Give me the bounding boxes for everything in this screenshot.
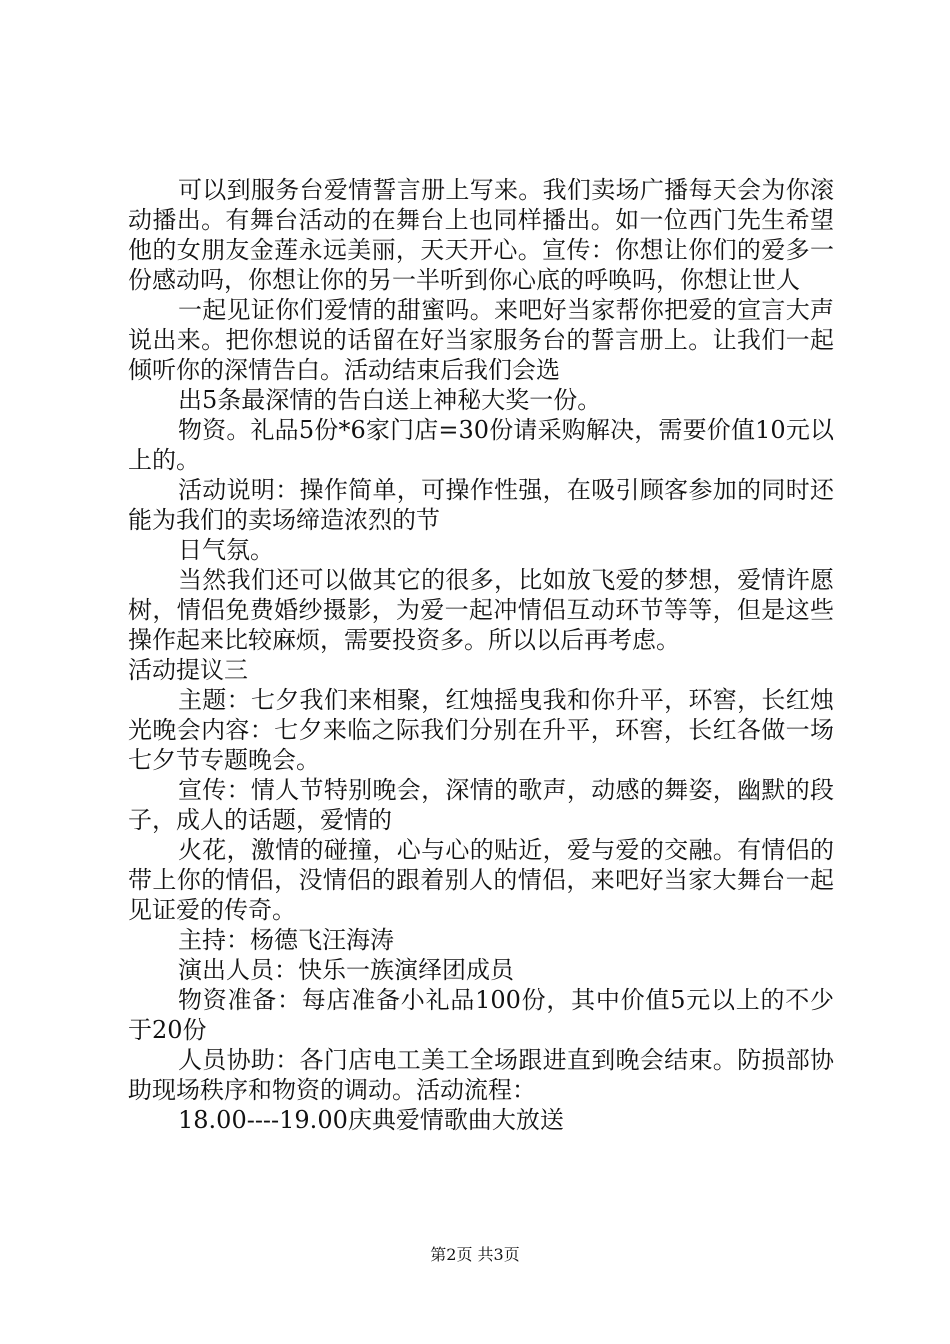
paragraph-14: 物资准备：每店准备小礼品100份，其中价值5元以上的不少于20份 xyxy=(128,986,834,1044)
paragraph-1: 可以到服务台爱情誓言册上写来。我们卖场广播每天会为你滚动播出。有舞台活动的在舞台上也同样播出。如一位西门先生希望他的女朋友金莲永远美丽，天天开心。宣传：你想让你们的爱多一份感动吗，你想让你的另一半听到你心底的呼唤吗，你想让世人 xyxy=(128,176,834,294)
paragraph-13: 演出人员：快乐一族演绎团成员 xyxy=(178,956,514,984)
paragraph-12: 主持：杨德飞汪海涛 xyxy=(178,926,394,954)
document-body xyxy=(128,175,834,1135)
paragraph-11: 火花，激情的碰撞，心与心的贴近，爱与爱的交融。有情侣的带上你的情侣，没情侣的跟着别人的情侣，来吧好当家大舞台一起见证爱的传奇。 xyxy=(128,836,834,924)
page-footer: 第2页 共3页 xyxy=(430,1245,520,1264)
section-heading: 活动提议三 xyxy=(128,656,248,684)
paragraph-2: 一起见证你们爱情的甜蜜吗。来吧好当家帮你把爱的宣言大声说出来。把你想说的话留在好当家服务台的誓言册上。让我们一起倾听你的深情告白。活动结束后我们会选 xyxy=(128,296,834,384)
paragraph-4: 物资。礼品5份*6家门店=30份请采购解决，需要价值10元以上的。 xyxy=(128,416,834,474)
paragraph-15: 人员协助：各门店电工美工全场跟进直到晚会结束。防损部协助现场秩序和物资的调动。活动流程： xyxy=(128,1046,834,1104)
paragraph-10: 宣传：情人节特别晚会，深情的歌声，动感的舞姿，幽默的段子，成人的话题，爱情的 xyxy=(128,776,834,834)
paragraph-16: 18.00----19.00庆典爱情歌曲大放送 xyxy=(178,1106,564,1134)
paragraph-6: 日气氛。 xyxy=(178,536,274,564)
paragraph-9: 主题：七夕我们来相聚，红烛摇曳我和你升平，环窖，长红烛光晚会内容：七夕来临之际我们分别在升平，环窖，长红各做一场七夕节专题晚会。 xyxy=(128,686,834,774)
paragraph-3: 出5条最深情的告白送上神秘大奖一份。 xyxy=(178,386,602,414)
paragraph-7: 当然我们还可以做其它的很多，比如放飞爱的梦想，爱情许愿树，情侣免费婚纱摄影，为爱一起冲情侣互动环节等等，但是这些操作起来比较麻烦，需要投资多。所以以后再考虑。 xyxy=(128,566,834,654)
paragraph-5: 活动说明：操作简单，可操作性强，在吸引顾客参加的同时还能为我们的卖场缔造浓烈的节 xyxy=(128,476,834,534)
